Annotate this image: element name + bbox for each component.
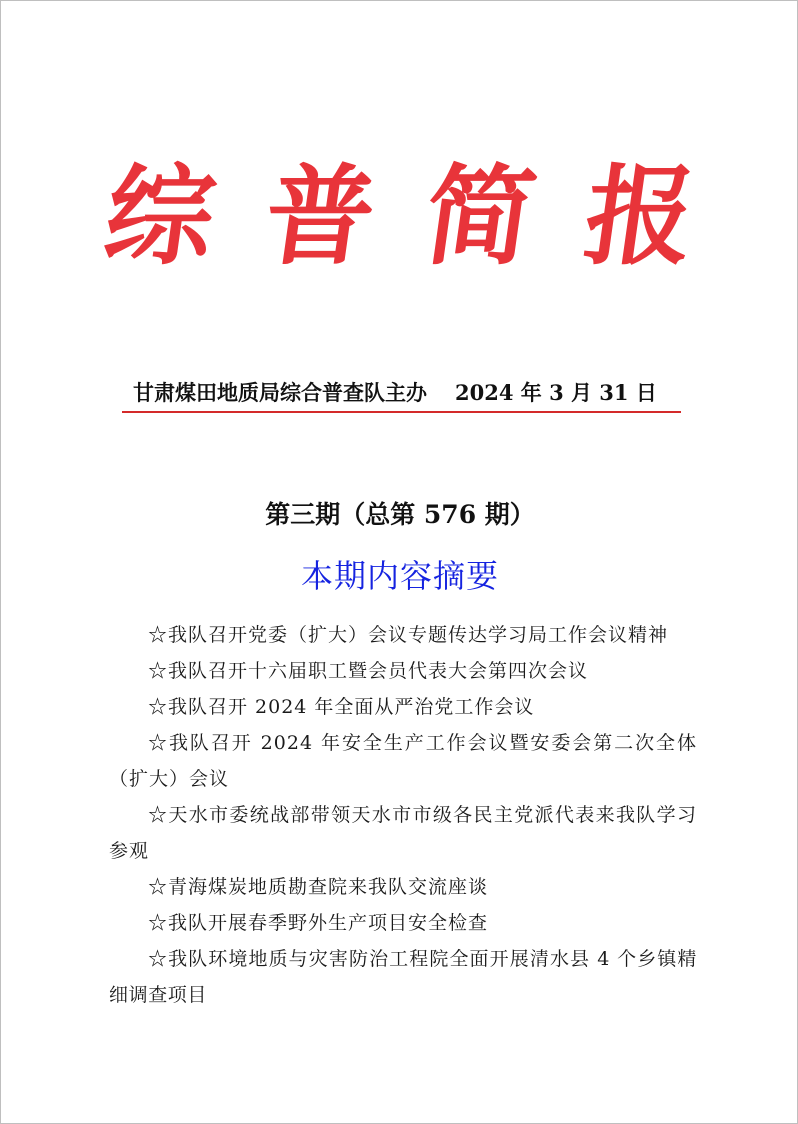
summary-item: ☆我队召开 2024 年全面从严治党工作会议: [148, 696, 535, 718]
issue-number: 第三期（总第 576 期）: [265, 500, 535, 529]
summary-item: ☆天水市委统战部带领天水市市级各民主党派代表来我队学习参观: [109, 804, 697, 862]
summary-item: ☆我队召开十六届职工暨会员代表大会第四次会议: [148, 660, 589, 682]
sponsor-org: 甘肃煤田地质局综合普查队主办: [133, 380, 427, 405]
masthead-title: [1, 151, 798, 283]
summary-title: 本期内容摘要: [300, 557, 499, 595]
summary-item: ☆我队环境地质与灾害防治工程院全面开展清水县 4 个乡镇精细调查项目: [109, 948, 697, 1006]
masthead-char: 报: [577, 154, 703, 280]
summary-item: ☆我队开展春季野外生产项目安全检查: [148, 912, 489, 934]
summary-item: ☆我队召开党委（扩大）会议专题传达学习局工作会议精神: [148, 624, 669, 646]
masthead-char: 综: [97, 154, 223, 280]
sponsor-line: [123, 377, 683, 407]
summary-item: ☆青海煤炭地质勘查院来我队交流座谈: [148, 876, 489, 898]
summary-item: ☆我队召开 2024 年安全生产工作会议暨安委会第二次全体（扩大）会议: [109, 732, 697, 790]
masthead-char: 普: [257, 154, 383, 280]
red-divider: [122, 411, 681, 413]
issue-date: 2024 年 3 月 31 日: [455, 380, 657, 405]
masthead-char: 简: [417, 154, 543, 280]
summary-list: [109, 617, 697, 1013]
